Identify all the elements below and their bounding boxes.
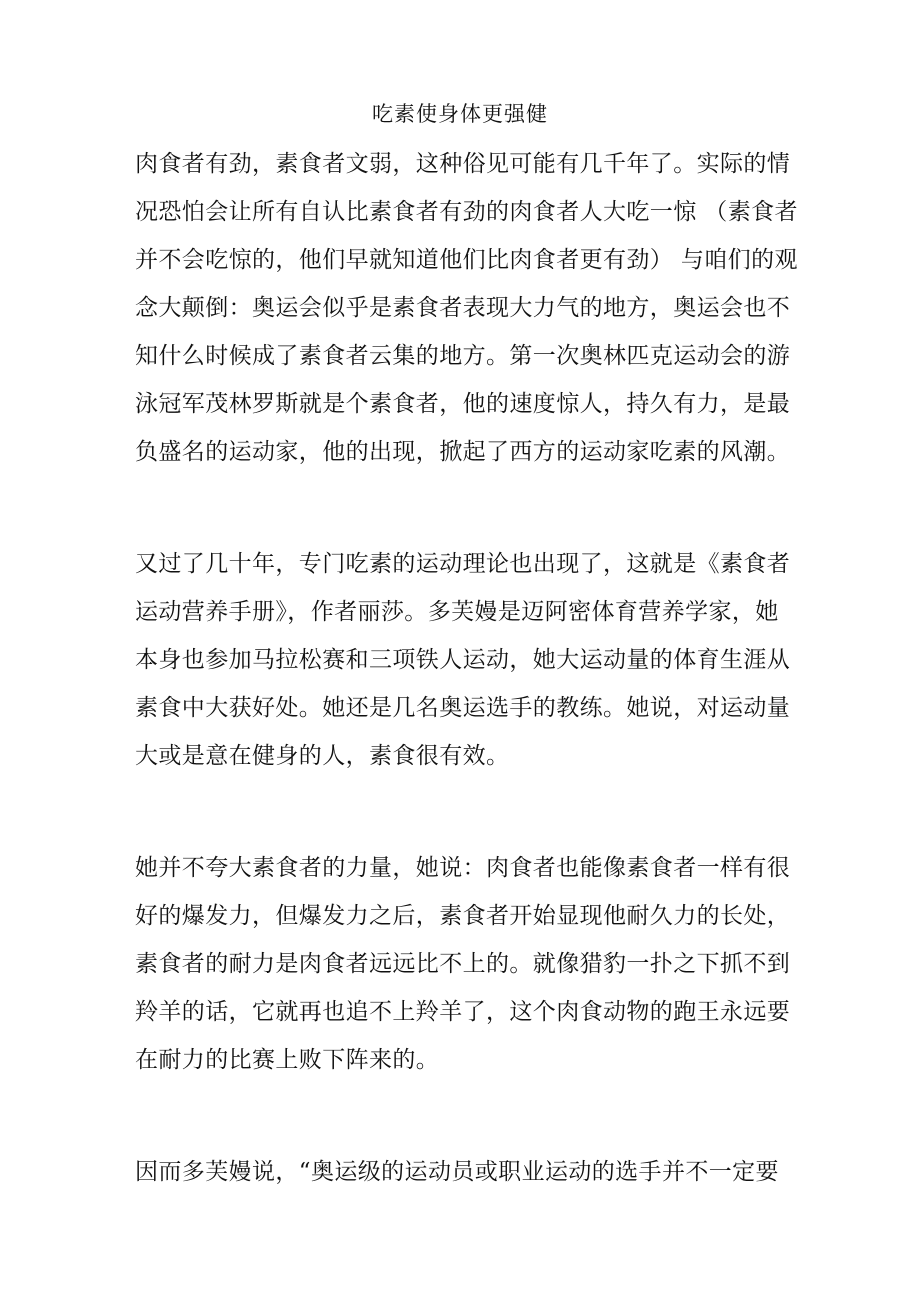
text-line: 在耐力的比赛上败下阵来的。 xyxy=(135,1047,440,1073)
text-line: 并不会吃惊的，他们早就知道他们比肉食者更有劲） 与咱们的观 xyxy=(135,247,798,273)
text-line: 大或是意在健身的人，素食很有效。 xyxy=(135,743,510,769)
paragraph-3 xyxy=(135,844,791,1084)
paragraph-4 xyxy=(135,1148,779,1196)
text-line: 泳冠军茂林罗斯就是个素食者，他的速度惊人，持久有力，是最 xyxy=(135,391,791,417)
document-body xyxy=(135,140,798,1260)
text-line: 羚羊的话，它就再也追不上羚羊了，这个肉食动物的跑王永远要 xyxy=(135,999,791,1025)
text-line: 又过了几十年，专门吃素的运动理论也出现了，这就是《素食者 xyxy=(135,551,791,577)
text-line: 素食者的耐力是肉食者远远比不上的。就像猎豹一扑之下抓不到 xyxy=(135,951,791,977)
paragraph-1 xyxy=(135,140,798,476)
text-line: 念大颠倒：奥运会似乎是素食者表现大力气的地方，奥运会也不 xyxy=(135,295,791,321)
text-line: 本身也参加马拉松赛和三项铁人运动，她大运动量的体育生涯从 xyxy=(135,647,791,673)
text-line: 素食中大获好处。她还是几名奥运选手的教练。她说，对运动量 xyxy=(135,695,791,721)
text-line: 负盛名的运动家，他的出现，掀起了西方的运动家吃素的风潮。 xyxy=(135,439,791,465)
text-line: 知什么时候成了素食者云集的地方。第一次奥林匹克运动会的游 xyxy=(135,343,791,369)
text-line: 肉食者有劲，素食者文弱，这种俗见可能有几千年了。实际的情 xyxy=(135,151,791,177)
paragraph-2 xyxy=(135,540,791,780)
text-line: 运动营养手册》，作者丽莎。多芙嫚是迈阿密体育营养学家，她 xyxy=(135,599,779,625)
text-line: 况恐怕会让所有自认比素食者有劲的肉食者人大吃一惊 （素食者 xyxy=(135,199,798,225)
text-line: 她并不夸大素食者的力量，她说：肉食者也能像素食者一样有很 xyxy=(135,855,791,881)
text-line: 因而多芙嫚说，“奥运级的运动员或职业运动的选手并不一定要 xyxy=(135,1159,779,1185)
document-title: 吃素使身体更强健 xyxy=(372,102,548,126)
text-line: 好的爆发力，但爆发力之后，素食者开始显现他耐久力的长处， xyxy=(135,903,791,929)
